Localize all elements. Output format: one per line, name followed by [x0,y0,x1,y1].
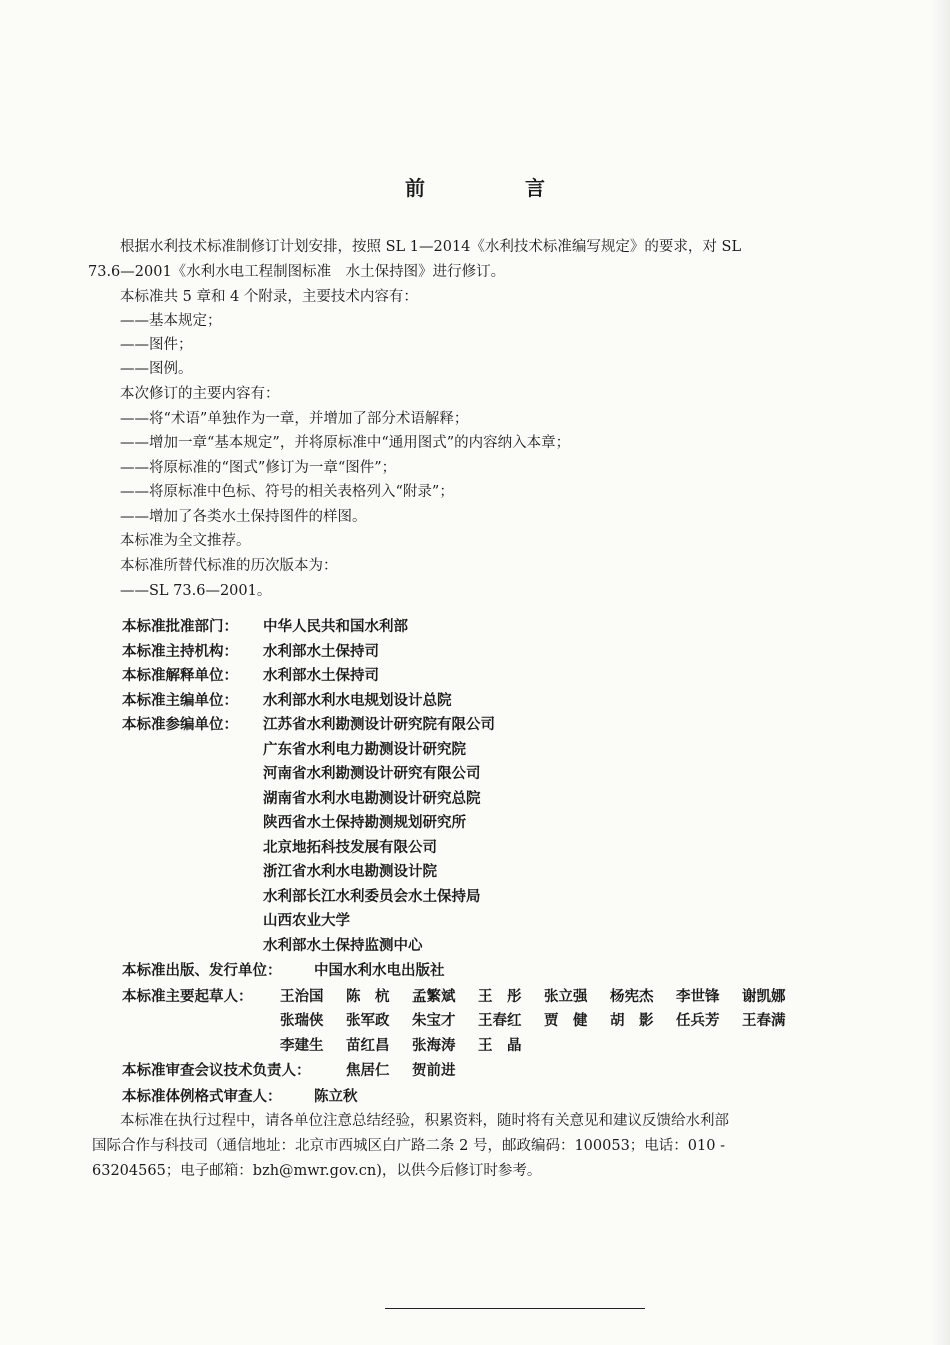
reviewer-name: 贺前进 [412,1063,456,1079]
revision-item: ——将原标准中色标、符号的相关表格列入“附录”； [120,484,454,500]
closing-line-1: 本标准在执行过程中，请各单位注意总结经验，积累资料，随时将有关意见和建议反馈给水利部 [120,1113,729,1129]
drafter-name: 张瑞侠 [280,1013,324,1029]
reviewer-name: 焦居仁 [346,1063,390,1079]
participants-label: 本标准参编单位： [122,717,238,733]
drafters-label: 本标准主要起草人： [122,989,253,1005]
content-item: ——基本规定； [120,313,222,329]
participant-unit: 湖南省水利水电勘测设计研究总院 [263,791,481,807]
interpretation-value: 水利部水土保持司 [263,668,379,684]
chief-editor-value: 水利部水利水电规划设计总院 [263,693,452,709]
interpretation-label: 本标准解释单位： [122,668,238,684]
participant-unit: 江苏省水利勘测设计研究院有限公司 [263,717,495,733]
scan-edge [932,0,950,1345]
format-review-label: 本标准体例格式审查人： [122,1089,282,1105]
page-title: 前 言 [405,176,585,200]
content-item: ——图件； [120,337,193,353]
closing-line-3: 63204565；电子邮箱：bzh@mwr.gov.cn)，以供今后修订时参考。 [92,1163,542,1179]
drafter-name: 王 彤 [478,989,522,1005]
drafter-name: 王 晶 [478,1038,522,1054]
drafter-name: 王春满 [742,1013,786,1029]
approval-label: 本标准批准部门： [122,619,238,635]
drafter-name: 王治国 [280,989,324,1005]
participant-unit: 广东省水利电力勘测设计研究院 [263,742,466,758]
chief-editor-label: 本标准主编单位： [122,693,238,709]
publisher-label: 本标准出版、发行单位： [122,963,282,979]
drafter-name: 李世锋 [676,989,720,1005]
drafter-name: 张立强 [544,989,588,1005]
approval-value: 中华人民共和国水利部 [263,619,408,635]
drafter-name: 张军政 [346,1013,390,1029]
closing-line-2: 国际合作与科技司（通信地址：北京市西城区白广路二条 2 号，邮政编码：100053；电话：010 - [92,1138,725,1154]
format-reviewer-name: 陈立秋 [314,1089,358,1105]
participant-unit: 浙江省水利水电勘测设计院 [263,864,437,880]
participant-unit: 山西农业大学 [263,913,350,929]
revision-title: 本次修订的主要内容有： [120,386,280,402]
content-item: ——图例。 [120,361,193,377]
revision-item: ——增加一章“基本规定”，并将原标准中“通用图式”的内容纳入本章； [120,435,571,451]
participant-unit: 河南省水利勘测设计研究有限公司 [263,766,481,782]
drafter-name: 李建生 [280,1038,324,1054]
drafter-name: 王春红 [478,1013,522,1029]
drafter-name: 孟繁斌 [412,989,456,1005]
host-value: 水利部水土保持司 [263,644,379,660]
footer-rule [385,1308,645,1309]
intro-line-3: 本标准共 5 章和 4 个附录，主要技术内容有： [120,289,418,305]
revision-item: ——将原标准的“图式”修订为一章“图件”； [120,460,397,476]
review-label: 本标准审查会议技术负责人： [122,1063,311,1079]
participant-unit: 水利部水土保持监测中心 [263,938,423,954]
participant-unit: 北京地拓科技发展有限公司 [263,840,437,856]
history-item: ——SL 73.6—2001。 [120,583,272,599]
revision-item: ——将“术语”单独作为一章，并增加了部分术语解释； [120,411,469,427]
drafter-name: 朱宝才 [412,1013,456,1029]
publisher-value: 中国水利水电出版社 [314,963,445,979]
intro-line-2: 73.6—2001《水利水电工程制图标准 水土保持图》进行修订。 [88,264,506,280]
participant-unit: 水利部长江水利委员会水土保持局 [263,889,481,905]
drafter-name: 苗红昌 [346,1038,390,1054]
participant-unit: 陕西省水土保持勘测规划研究所 [263,815,466,831]
drafter-name: 陈 杭 [346,989,390,1005]
drafter-name: 张海涛 [412,1038,456,1054]
drafter-name: 杨宪杰 [610,989,654,1005]
drafter-name: 贾 健 [544,1013,588,1029]
history-title: 本标准所替代标准的历次版本为： [120,558,338,574]
drafter-name: 胡 影 [610,1013,654,1029]
drafter-name: 谢凯娜 [742,989,786,1005]
revision-item: ——增加了各类水土保持图件的样图。 [120,509,367,525]
drafter-name: 任兵芳 [676,1013,720,1029]
recommendation: 本标准为全文推荐。 [120,533,251,549]
host-label: 本标准主持机构： [122,644,238,660]
intro-line-1: 根据水利技术标准制修订计划安排，按照 SL 1—2014《水利技术标准编写规定》的要求，对 SL [120,239,742,255]
